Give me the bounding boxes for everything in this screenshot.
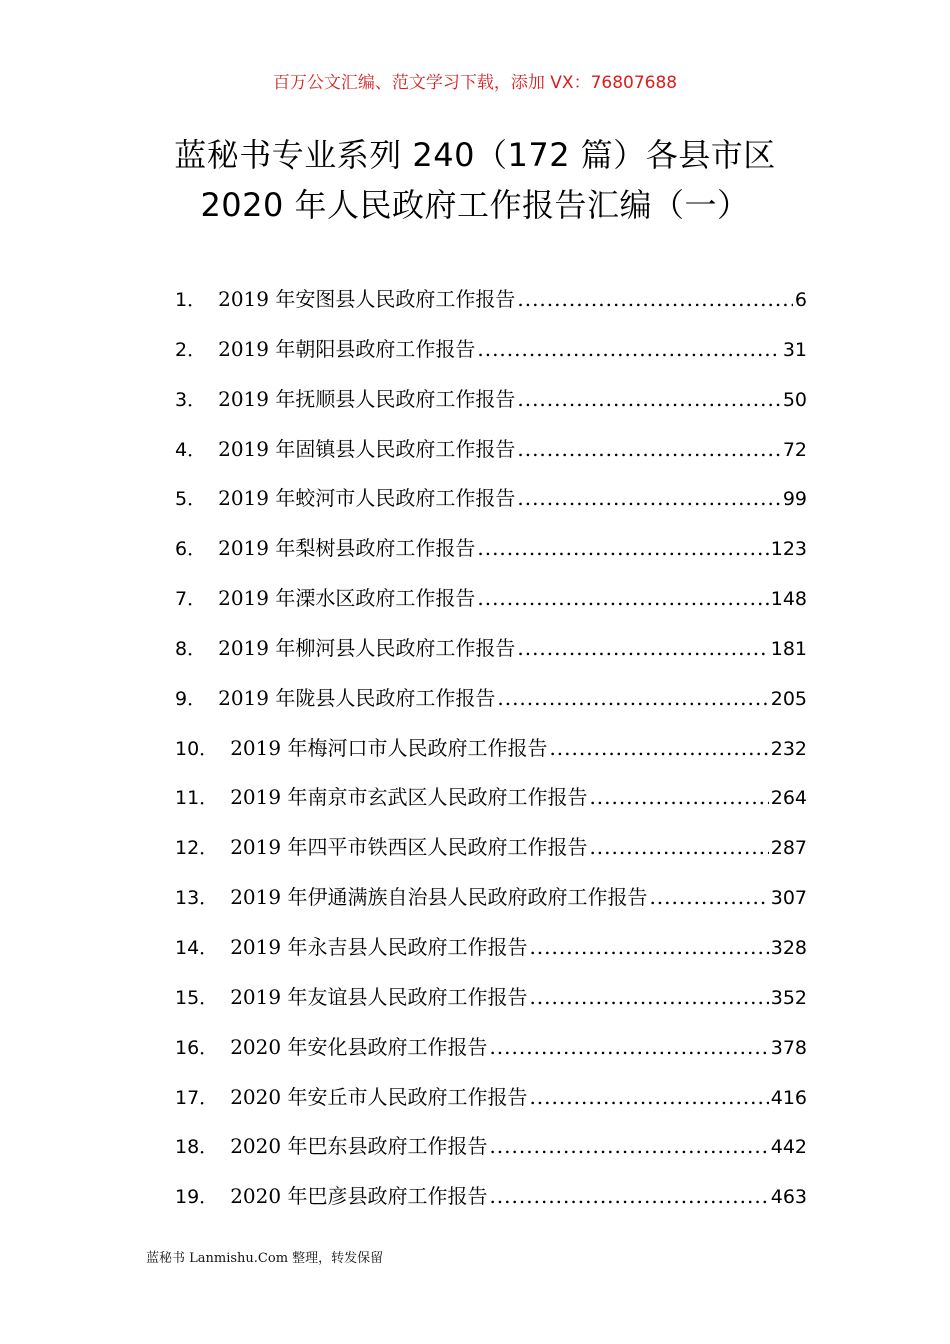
table-of-contents xyxy=(175,283,807,1230)
toc-leader-dots xyxy=(589,785,768,809)
toc-leader-dots xyxy=(517,387,780,411)
toc-leader-dots xyxy=(477,536,768,560)
toc-entry-number: 10． xyxy=(175,737,219,760)
toc-entry-title: 2019 年友谊县人民政府工作报告 xyxy=(230,984,528,1009)
toc-entry-number: 15． xyxy=(175,986,219,1009)
toc-leader-dots xyxy=(529,935,768,959)
document-title xyxy=(0,130,950,230)
toc-entry-page: 72 xyxy=(782,438,807,461)
toc-entry[interactable] xyxy=(175,433,807,483)
toc-entry-page: 416 xyxy=(770,1086,807,1109)
toc-leader-dots xyxy=(549,736,768,760)
toc-entry-title: 2019 年梨树县政府工作报告 xyxy=(218,536,476,561)
toc-entry-title: 2019 年伊通满族自治县人民政府政府工作报告 xyxy=(230,885,648,910)
toc-entry-number: 8． xyxy=(175,637,207,660)
toc-leader-dots xyxy=(517,636,768,660)
toc-entry-number: 3． xyxy=(175,388,207,411)
footer-note: 蓝秘书 Lanmishu.Com 整理，转发保留 xyxy=(146,1251,384,1266)
toc-entry-page: 287 xyxy=(770,837,807,860)
toc-entry-title: 2019 年溧水区政府工作报告 xyxy=(218,586,476,611)
toc-entry-page: 307 xyxy=(770,887,807,910)
toc-leader-dots xyxy=(649,885,768,909)
toc-entry[interactable] xyxy=(175,881,807,931)
title-line-1: 蓝秘书专业系列 240（172 篇）各县市区 xyxy=(174,136,776,174)
promo-banner: 百万公文汇编、范文学习下载，添加 VX：76807688 xyxy=(272,73,678,93)
toc-entry-number: 2． xyxy=(175,338,207,361)
toc-entry[interactable] xyxy=(175,831,807,881)
toc-entry-number: 6． xyxy=(175,538,207,561)
toc-entry[interactable] xyxy=(175,682,807,732)
toc-entry-number: 9． xyxy=(175,687,207,710)
toc-leader-dots xyxy=(477,337,780,361)
toc-entry[interactable] xyxy=(175,632,807,682)
toc-leader-dots xyxy=(489,1184,768,1208)
toc-entry[interactable] xyxy=(175,1081,807,1131)
toc-entry-page: 181 xyxy=(770,637,807,660)
toc-entry-title: 2019 年永吉县人民政府工作报告 xyxy=(230,934,528,959)
toc-entry-number: 17． xyxy=(175,1086,219,1109)
toc-entry-page: 442 xyxy=(770,1136,807,1159)
toc-leader-dots xyxy=(489,1035,768,1059)
toc-entry[interactable] xyxy=(175,582,807,632)
toc-entry-page: 99 xyxy=(782,488,807,511)
toc-entry-page: 264 xyxy=(770,787,807,810)
toc-entry-page: 205 xyxy=(770,687,807,710)
toc-entry-title: 2019 年梅河口市人民政府工作报告 xyxy=(230,735,548,760)
toc-entry[interactable] xyxy=(175,1130,807,1180)
toc-entry-number: 16． xyxy=(175,1036,219,1059)
toc-entry-page: 352 xyxy=(770,986,807,1009)
toc-entry-number: 5． xyxy=(175,488,207,511)
toc-entry[interactable] xyxy=(175,532,807,582)
toc-entry-page: 6 xyxy=(794,289,807,311)
toc-leader-dots xyxy=(497,686,768,710)
toc-entry[interactable] xyxy=(175,781,807,831)
toc-entry[interactable] xyxy=(175,981,807,1031)
toc-leader-dots xyxy=(529,985,768,1009)
toc-entry-title: 2019 年朝阳县政府工作报告 xyxy=(218,336,476,361)
toc-entry[interactable] xyxy=(175,931,807,981)
toc-entry-title: 2020 年安丘市人民政府工作报告 xyxy=(230,1084,528,1109)
toc-entry-title: 2020 年巴彦县政府工作报告 xyxy=(230,1184,488,1209)
toc-entry-title: 2019 年抚顺县人民政府工作报告 xyxy=(218,386,516,411)
toc-entry-number: 12． xyxy=(175,837,219,860)
toc-entry-title: 2019 年柳河县人民政府工作报告 xyxy=(218,635,516,660)
toc-entry-title: 2019 年安图县人民政府工作报告 xyxy=(218,287,516,311)
toc-leader-dots xyxy=(517,287,793,311)
toc-entry-title: 2019 年南京市玄武区人民政府工作报告 xyxy=(230,785,588,810)
toc-entry-title: 2020 年安化县政府工作报告 xyxy=(230,1034,488,1059)
toc-leader-dots xyxy=(517,437,780,461)
toc-leader-dots xyxy=(517,486,780,510)
toc-entry[interactable] xyxy=(175,283,807,333)
toc-entry-title: 2019 年陇县人民政府工作报告 xyxy=(218,685,496,710)
toc-entry-number: 13． xyxy=(175,887,219,910)
toc-entry-page: 378 xyxy=(770,1036,807,1059)
toc-leader-dots xyxy=(489,1134,768,1158)
toc-entry-number: 11． xyxy=(175,787,219,810)
toc-entry-page: 232 xyxy=(770,737,807,760)
toc-leader-dots xyxy=(589,835,768,859)
toc-entry[interactable] xyxy=(175,1180,807,1230)
toc-entry-page: 328 xyxy=(770,936,807,959)
toc-entry-number: 19． xyxy=(175,1186,219,1209)
toc-entry-title: 2019 年蛟河市人民政府工作报告 xyxy=(218,486,516,511)
toc-entry-page: 31 xyxy=(782,338,807,361)
toc-entry-page: 50 xyxy=(782,388,807,411)
toc-entry-title: 2019 年四平市铁西区人民政府工作报告 xyxy=(230,835,588,860)
toc-entry[interactable] xyxy=(175,482,807,532)
toc-entry[interactable] xyxy=(175,1031,807,1081)
toc-entry-number: 1． xyxy=(175,289,207,311)
toc-entry-number: 18． xyxy=(175,1136,219,1159)
toc-entry-title: 2019 年固镇县人民政府工作报告 xyxy=(218,436,516,461)
toc-entry-page: 463 xyxy=(770,1186,807,1209)
toc-leader-dots xyxy=(529,1085,768,1109)
toc-leader-dots xyxy=(477,586,768,610)
toc-entry[interactable] xyxy=(175,383,807,433)
toc-entry-number: 4． xyxy=(175,438,207,461)
toc-entry-title: 2020 年巴东县政府工作报告 xyxy=(230,1134,488,1159)
toc-entry-page: 148 xyxy=(770,588,807,611)
toc-entry[interactable] xyxy=(175,732,807,782)
toc-entry[interactable] xyxy=(175,333,807,383)
toc-entry-page: 123 xyxy=(770,538,807,561)
toc-entry-number: 14． xyxy=(175,936,219,959)
toc-entry-number: 7． xyxy=(175,588,207,611)
title-line-2: 2020 年人民政府工作报告汇编（一） xyxy=(200,186,750,224)
